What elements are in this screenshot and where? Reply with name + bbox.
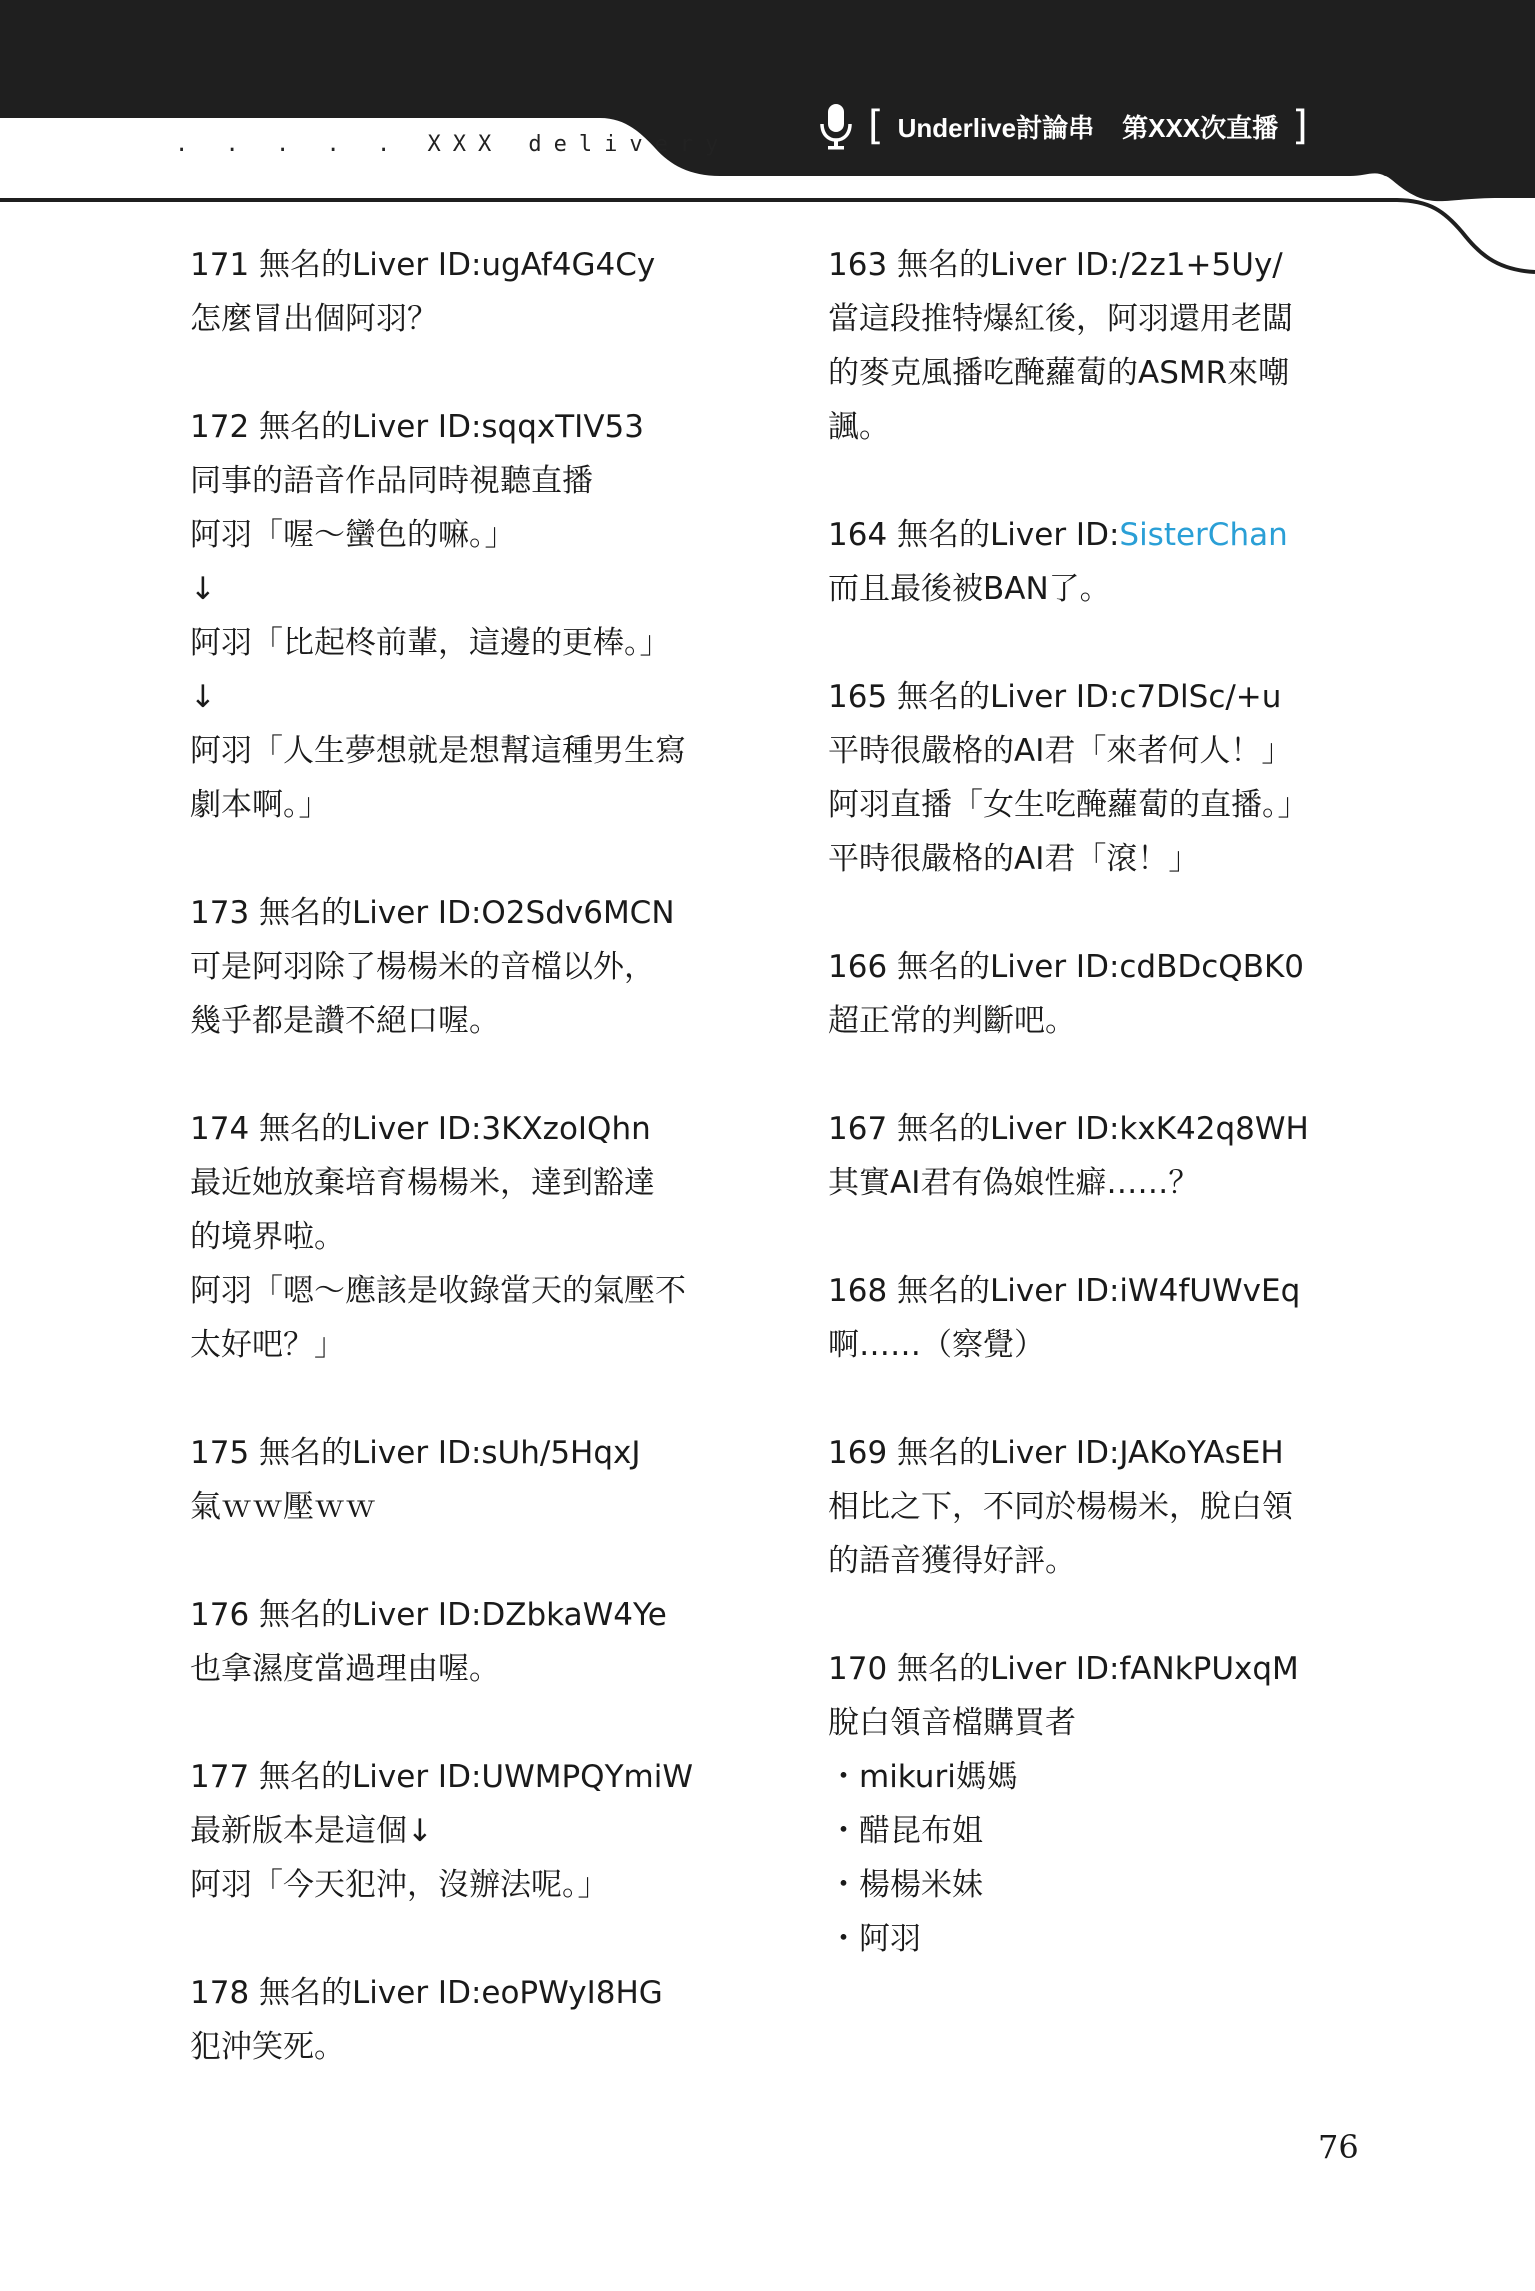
post-header bbox=[190, 1426, 730, 1480]
forum-post bbox=[190, 400, 730, 832]
post-author: 無名的Liver ID: bbox=[897, 1651, 1120, 1687]
post-id: 3KXzoIQhn bbox=[481, 1111, 651, 1147]
forum-post bbox=[190, 1750, 730, 1912]
post-line: 脫白領音檔購買者 bbox=[828, 1705, 1076, 1741]
forum-post bbox=[828, 940, 1373, 1048]
post-author: 無名的Liver ID: bbox=[259, 409, 482, 445]
post-number: 177 bbox=[190, 1759, 250, 1795]
post-line: 氣ｗｗ壓ｗｗ bbox=[190, 1489, 376, 1525]
post-header bbox=[190, 400, 730, 454]
post-id: sqqxTIV53 bbox=[481, 409, 644, 445]
post-line: 的麥克風播吃醃蘿蔔的ASMR來嘲 bbox=[828, 355, 1290, 391]
post-line: ・楊楊米妹 bbox=[828, 1867, 983, 1903]
post-id: iW4fUWvEq bbox=[1119, 1273, 1301, 1309]
post-line: 劇本啊。」 bbox=[190, 787, 330, 823]
post-id: cdBDcQBK0 bbox=[1119, 949, 1305, 985]
forum-post bbox=[190, 1588, 730, 1696]
forum-post bbox=[828, 670, 1373, 886]
post-line: 而且最後被BAN了。 bbox=[828, 571, 1111, 607]
header-title bbox=[818, 96, 1308, 156]
post-header bbox=[190, 238, 730, 292]
forum-post bbox=[828, 1426, 1373, 1588]
post-number: 176 bbox=[190, 1597, 250, 1633]
post-id: /2z1+5Uy/ bbox=[1119, 247, 1283, 283]
post-number: 175 bbox=[190, 1435, 250, 1471]
post-line: 平時很嚴格的AI君「滾！」 bbox=[828, 841, 1200, 877]
post-number: 168 bbox=[828, 1273, 888, 1309]
post-number: 171 bbox=[190, 247, 250, 283]
left-bracket: [ bbox=[868, 103, 884, 149]
post-header bbox=[190, 1750, 730, 1804]
post-number: 173 bbox=[190, 895, 250, 931]
post-header bbox=[190, 1966, 730, 2020]
post-author: 無名的Liver ID: bbox=[259, 1435, 482, 1471]
post-header bbox=[828, 670, 1373, 724]
post-line: 的語音獲得好評。 bbox=[828, 1543, 1076, 1579]
post-author: 無名的Liver ID: bbox=[897, 247, 1120, 283]
forum-post bbox=[828, 238, 1373, 454]
post-line: 最新版本是這個↓ bbox=[190, 1813, 433, 1849]
post-header bbox=[828, 940, 1373, 994]
forum-post bbox=[190, 1426, 730, 1534]
post-id: fANkPUxqM bbox=[1119, 1651, 1299, 1687]
post-line: 阿羽「嗯～應該是收錄當天的氣壓不 bbox=[190, 1273, 686, 1309]
post-line: 阿羽「喔～蠻色的嘛。」 bbox=[190, 517, 516, 553]
post-author: 無名的Liver ID: bbox=[897, 1111, 1120, 1147]
post-number: 164 bbox=[828, 517, 888, 553]
thread-title-episode: 第XXX次直播 bbox=[1122, 112, 1279, 143]
forum-post bbox=[190, 1102, 730, 1372]
post-number: 174 bbox=[190, 1111, 250, 1147]
post-line: 怎麼冒出個阿羽？ bbox=[190, 301, 438, 337]
post-author: 無名的Liver ID: bbox=[259, 1975, 482, 2011]
post-line: 同事的語音作品同時視聽直播 bbox=[190, 463, 593, 499]
post-number: 163 bbox=[828, 247, 888, 283]
post-line: 最近她放棄培育楊楊米，達到豁達 bbox=[190, 1165, 655, 1201]
post-number: 178 bbox=[190, 1975, 250, 2011]
forum-post bbox=[828, 1102, 1373, 1210]
post-number: 167 bbox=[828, 1111, 888, 1147]
post-header bbox=[828, 1642, 1373, 1696]
forum-post bbox=[190, 886, 730, 1048]
post-header bbox=[828, 238, 1373, 292]
post-line: ↓ bbox=[190, 571, 216, 607]
post-line: ・mikuri媽媽 bbox=[828, 1759, 1018, 1795]
header-delivery-text: . . . . . XXX delivery bbox=[175, 132, 731, 157]
thread-title bbox=[898, 108, 1279, 145]
forum-post bbox=[828, 508, 1373, 616]
forum-post bbox=[190, 1966, 730, 2074]
post-number: 165 bbox=[828, 679, 888, 715]
post-author: 無名的Liver ID: bbox=[897, 1273, 1120, 1309]
post-id: UWMPQYmiW bbox=[481, 1759, 693, 1795]
post-line: 超正常的判斷吧。 bbox=[828, 1003, 1076, 1039]
post-line: ・阿羽 bbox=[828, 1921, 921, 1957]
right-column bbox=[828, 238, 1373, 2020]
post-line: 諷。 bbox=[828, 409, 890, 445]
post-author: 無名的Liver ID: bbox=[897, 679, 1120, 715]
post-header bbox=[828, 1264, 1373, 1318]
page-number: 76 bbox=[1318, 2128, 1359, 2166]
post-number: 169 bbox=[828, 1435, 888, 1471]
post-line: 阿羽「比起柊前輩，這邊的更棒。」 bbox=[190, 625, 671, 661]
post-line: 太好吧？」 bbox=[190, 1327, 345, 1363]
post-header bbox=[190, 1102, 730, 1156]
post-header bbox=[828, 508, 1373, 562]
post-line: 幾乎都是讚不絕口喔。 bbox=[190, 1003, 500, 1039]
post-id: DZbkaW4Ye bbox=[481, 1597, 667, 1633]
forum-post bbox=[190, 238, 730, 346]
post-line: 啊……（察覺） bbox=[828, 1327, 1045, 1363]
post-line: 相比之下，不同於楊楊米，脫白領 bbox=[828, 1489, 1293, 1525]
forum-post bbox=[828, 1642, 1373, 1966]
post-id: kxK42q8WH bbox=[1119, 1111, 1309, 1147]
post-author: 無名的Liver ID: bbox=[259, 1597, 482, 1633]
post-id: eoPWyI8HG bbox=[481, 1975, 663, 2011]
post-id: JAKoYAsEH bbox=[1119, 1435, 1284, 1471]
post-line: 平時很嚴格的AI君「來者何人！」 bbox=[828, 733, 1293, 769]
post-line: 犯沖笑死。 bbox=[190, 2029, 345, 2065]
post-header bbox=[190, 886, 730, 940]
post-id[interactable]: SisterChan bbox=[1119, 517, 1288, 553]
post-author: 無名的Liver ID: bbox=[897, 517, 1120, 553]
post-id: c7DlSc/+u bbox=[1119, 679, 1282, 715]
post-header bbox=[828, 1102, 1373, 1156]
post-number: 166 bbox=[828, 949, 888, 985]
post-line: 阿羽「今天犯沖，沒辦法呢。」 bbox=[190, 1867, 609, 1903]
post-id: sUh/5HqxJ bbox=[481, 1435, 641, 1471]
post-id: ugAf4G4Cy bbox=[481, 247, 656, 283]
post-line: 也拿濕度當過理由喔。 bbox=[190, 1651, 500, 1687]
post-id: O2Sdv6MCN bbox=[481, 895, 675, 931]
microphone-icon bbox=[818, 102, 854, 150]
post-line: 阿羽「人生夢想就是想幫這種男生寫 bbox=[190, 733, 686, 769]
post-line: 可是阿羽除了楊楊米的音檔以外， bbox=[190, 949, 655, 985]
post-author: 無名的Liver ID: bbox=[897, 1435, 1120, 1471]
post-author: 無名的Liver ID: bbox=[259, 247, 482, 283]
left-column bbox=[190, 238, 730, 2128]
post-line: ↓ bbox=[190, 679, 216, 715]
post-number: 172 bbox=[190, 409, 250, 445]
post-header bbox=[828, 1426, 1373, 1480]
post-number: 170 bbox=[828, 1651, 888, 1687]
right-bracket: ] bbox=[1292, 103, 1308, 149]
post-line: 當這段推特爆紅後，阿羽還用老闆 bbox=[828, 301, 1293, 337]
post-line: 阿羽直播「女生吃醃蘿蔔的直播。」 bbox=[828, 787, 1309, 823]
forum-post bbox=[828, 1264, 1373, 1372]
post-header bbox=[190, 1588, 730, 1642]
thread-title-name: Underlive討論串 bbox=[897, 112, 1095, 143]
post-author: 無名的Liver ID: bbox=[259, 895, 482, 931]
post-author: 無名的Liver ID: bbox=[259, 1111, 482, 1147]
post-line: 的境界啦。 bbox=[190, 1219, 345, 1255]
post-author: 無名的Liver ID: bbox=[259, 1759, 482, 1795]
post-line: ・醋昆布姐 bbox=[828, 1813, 983, 1849]
post-author: 無名的Liver ID: bbox=[897, 949, 1120, 985]
post-line: 其實AI君有偽娘性癖……？ bbox=[828, 1165, 1200, 1201]
